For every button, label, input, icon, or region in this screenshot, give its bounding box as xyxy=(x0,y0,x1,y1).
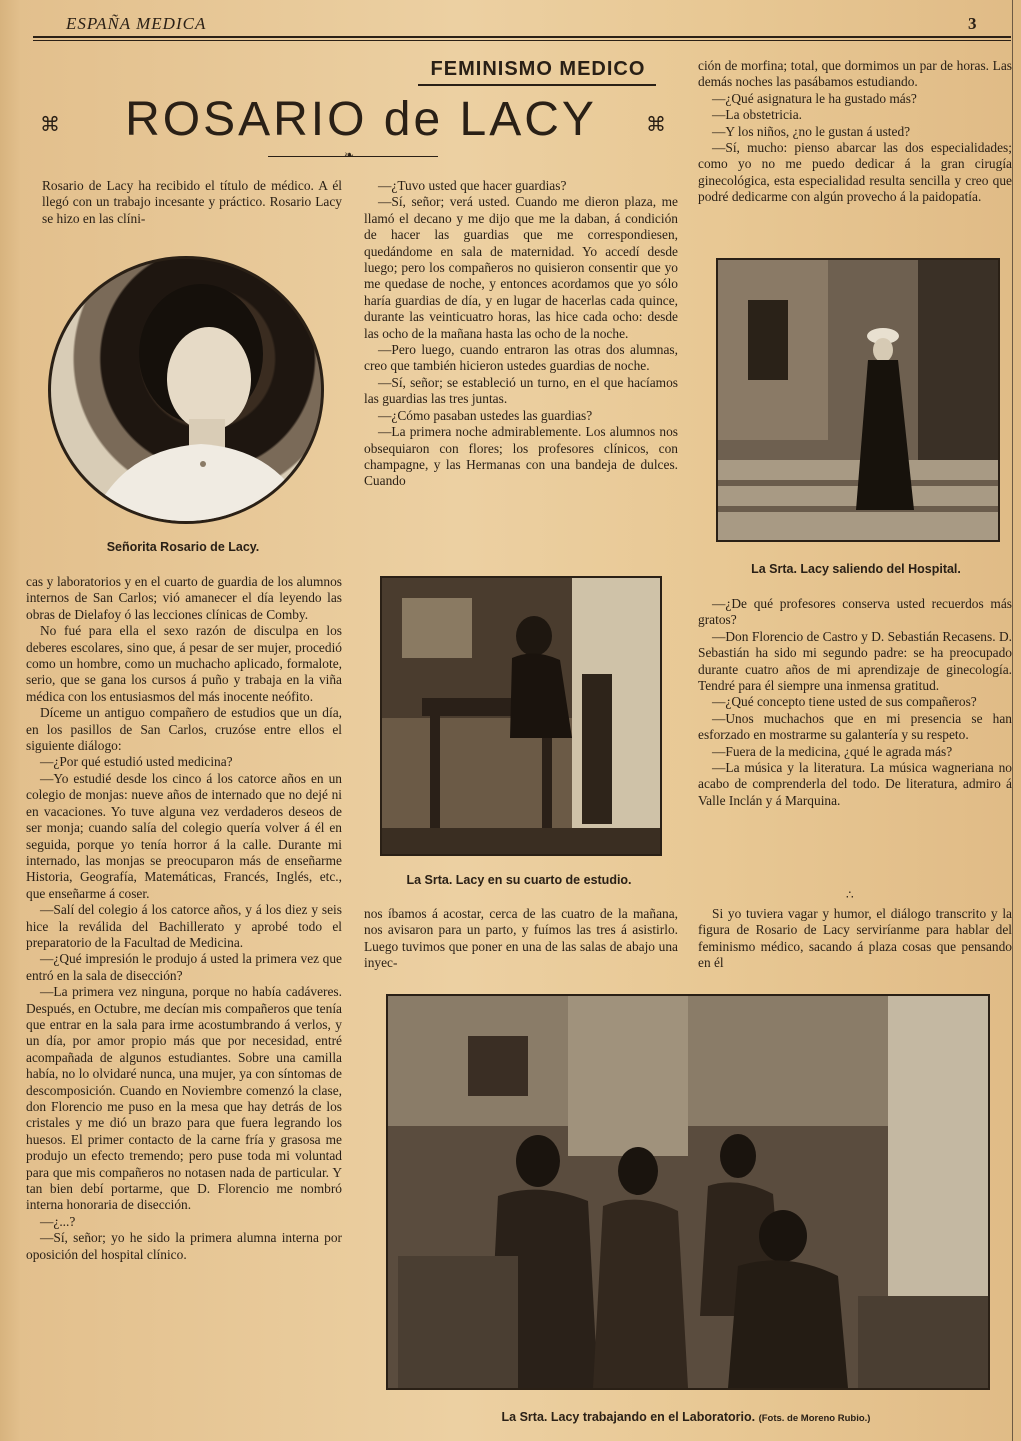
section-title: FEMINISMO MEDICO xyxy=(430,58,646,80)
portrait-caption: Señorita Rosario de Lacy. xyxy=(106,540,260,554)
laboratory-photo xyxy=(386,994,990,1390)
column-2-bottom xyxy=(364,906,678,972)
paragraph: —Fuera de la medicina, ¿qué le agrada más? xyxy=(712,743,953,759)
study-caption: La Srta. Lacy en su cuarto de estudio. xyxy=(406,873,632,887)
ornament-left-icon: ⌘ xyxy=(40,114,60,136)
paragraph: —Don Florencio de Castro y D. Sebastián Recasens. D. Sebastián ha sido mi segundo padre: se ha preocupado durante cuatro años de mi aprendizaje de ginecología. Tendré para él siempre una inmensa gratitud. xyxy=(698,628,1012,694)
paragraph: —Sí, señor; se estableció un turno, en el que hacíamos las guardias las tres juntas. xyxy=(364,374,678,407)
paragraph: —La primera noche admirablemente. Los alumnos nos obsequiaron con flores; los profesores clínicos, con champagne, y las Hermanas con una bandeja de dulces. Cuando xyxy=(364,424,678,489)
paragraph: cas y laboratorios y en el cuarto de guardia de los alumnos internos de San Carlos; vió amanecer el día leyendo las obras de Dielafoy ó las lecciones clínicas de Comby. xyxy=(26,574,342,622)
study-room-photo xyxy=(380,576,662,856)
publication-name: ESPAÑA MEDICA xyxy=(66,14,207,33)
paragraph: ción de morfina; total, que dormimos un par de horas. Las demás noches las pasábamos estudiando. xyxy=(698,58,1012,90)
header-rule xyxy=(33,36,1011,41)
column-3-top xyxy=(698,58,1012,206)
paragraph: —Salí del colegio á los catorce años, y á los diez y seis hice la reválida del Bachillerato y aprobé todo el preparatorio de la Facultad de Medicina. xyxy=(26,902,342,950)
margin-line xyxy=(1012,0,1013,1441)
paragraph: Díceme un antiguo compañero de estudios que un día, en los pasillos de San Carlos, cruzóse entre ellos el siguiente diálogo: xyxy=(26,705,342,754)
paragraph: No fué para ella el sexo razón de disculpa en los deberes escolares, sino que, á pesar de ser mujer, procedió como un hombre, como un muchacho aplicado, formalote, serio, que se gana los cursos á puño y trabaja en la viña médica con los entusiasmos del más inocente neófito. xyxy=(26,623,342,704)
paragraph: —Yo estudié desde los cinco á los catorce años en un colegio de monjas: nueve años de internado que no dejé ni en vacaciones. Yo tuve alguna vez verdaderos deseos de ser monja; cuando salía del colegio quería volver á él en seguida, porque yo tenía horror á la calle. Durante mi internado, las monjas se preocuparon más de enseñarme Historia, Geografía, Matemáticas, Francés, Inglés, etc., que enseñarme á coser. xyxy=(26,770,342,901)
column-3-middle xyxy=(698,596,1012,809)
hospital-scene-icon xyxy=(718,260,998,540)
paragraph: —Y los niños, ¿no le gustan á usted? xyxy=(712,123,911,139)
paragraph: Si yo tuviera vagar y humor, el diálogo transcrito y la figura de Rosario de Lacy serviríanme para hablar del feminismo médico, sacando á plaza cosas que pensando en él xyxy=(698,906,1012,971)
page-edge xyxy=(0,0,20,1441)
paragraph: —¿Qué impresión le produjo á usted la primera vez que entró en la sala de disección? xyxy=(26,951,342,983)
study-room-scene-icon xyxy=(382,578,660,854)
paragraph: —La primera vez ninguna, porque no había cadáveres. Después, en Octubre, me decían mis compañeros que tenía que entrar en la sala para irme acostumbrando á verlos, y un día, por amor propio más que por necesidad, entré acompañada de algunos estudiantes. Sobre una camilla había, no lo olvidaré nunca, una mujer, ya con síntomas de descomposición. Cuando en Noviembre comenzó la clase, don Florencio me puso en la mesa que hay detrás de los cristales y me dió un brazo para que fuera legrando los huesos. El primer contacto de la carne fría y grasosa me produjo un efecto tremendo; pero puse toda mi voluntad para que mis compañeros no notasen nada de particular. Y tan bien debí portarme, que D. Florencio me nombró interna honoraria de disección. xyxy=(26,984,342,1213)
paragraph: —¿Qué concepto tiene usted de sus compañeros? xyxy=(712,694,977,710)
paragraph: —¿Qué asignatura le ha gustado más? xyxy=(712,90,917,106)
section-break-stars: ∴ xyxy=(846,888,854,902)
paragraph: —Pero luego, cuando entraron las otras dos alumnas, creo que también hicieron ustedes guardias de noche. xyxy=(364,342,678,374)
paragraph: Rosario de Lacy ha recibido el título de médico. A él llegó con un trabajo incesante y práctico. Rosario Lacy se hizo en las clíni- xyxy=(42,178,342,226)
paragraph: —¿Cómo pasaban ustedes las guardias? xyxy=(378,407,593,423)
paragraph: —La música y la literatura. La música wagneriana no acabo de comprenderla del todo. De literatura, admiro á Valle Inclán y á Marquina. xyxy=(698,760,1012,808)
column-2-top xyxy=(364,178,678,490)
paragraph: nos íbamos á acostar, cerca de las cuatro de la mañana, nos avisaron para un parto, y fuímos las tres á asistirlo. Luego tuvimos que poner en una de las salas de abajo una inyec- xyxy=(364,906,678,971)
laboratory-caption xyxy=(386,1410,986,1424)
page-number: 3 xyxy=(968,14,977,33)
paragraph: —Unos muchachos que en mi presencia se han esforzado en mostrarme su galantería y su respeto. xyxy=(698,710,1012,743)
paragraph: —Sí, señor; verá usted. Cuando me dieron plaza, me llamó el decano y me dijo que me la daban, á condición de hacer las guardias que me correspondiesen, quedándome en sala de maternidad. Yo accedí desde luego; pero los compañeros no quisieron consentir que yo me quedase de noche, y entonces acordamos que yo sólo haría guardias de día, y en lugar de hacerlas cada quince, durante las veinticuatro horas, las hice cada ocho: desde las ocho de la mañana hasta las ocho de la noche. xyxy=(364,194,678,341)
paragraph: —Sí, señor; yo he sido la primera alumna interna por oposición del hospital clínico. xyxy=(26,1230,342,1262)
hospital-photo xyxy=(716,258,1000,542)
paragraph: —¿...? xyxy=(40,1213,76,1229)
hospital-caption: La Srta. Lacy saliendo del Hospital. xyxy=(751,562,961,576)
paragraph: —¿Tuvo usted que hacer guardias? xyxy=(378,178,567,193)
column-3-end xyxy=(698,906,1012,972)
column-1-bottom xyxy=(26,574,342,1263)
ornament-right-icon: ⌘ xyxy=(646,114,666,136)
paragraph: —La obstetricia. xyxy=(712,107,802,123)
photo-credit: (Fots. de Moreno Rubio.) xyxy=(758,1413,871,1424)
paragraph: —¿De qué profesores conserva usted recuerdos más gratos? xyxy=(698,596,1012,628)
paragraph: —¿Por qué estudió usted medicina? xyxy=(40,754,233,770)
laboratory-scene-icon xyxy=(388,996,988,1388)
column-1-top xyxy=(42,178,342,227)
section-title-rule xyxy=(418,84,656,86)
portrait-silhouette-icon xyxy=(51,259,321,521)
paragraph: —Sí, mucho: pienso abarcar las dos especialidades; como yo no me puedo dedicar á la gran cirugía ginecológica, esta especialidad resulta sencilla y creo que podré dedicarme con algún provecho á la paidopatía. xyxy=(698,140,1012,205)
laboratory-caption-text: La Srta. Lacy trabajando en el Laboratorio. xyxy=(501,1410,756,1424)
title-rule-ornament-icon: ❧ xyxy=(344,148,355,162)
article-title: ROSARIO de LACY xyxy=(125,93,597,146)
portrait-photo xyxy=(48,256,324,524)
